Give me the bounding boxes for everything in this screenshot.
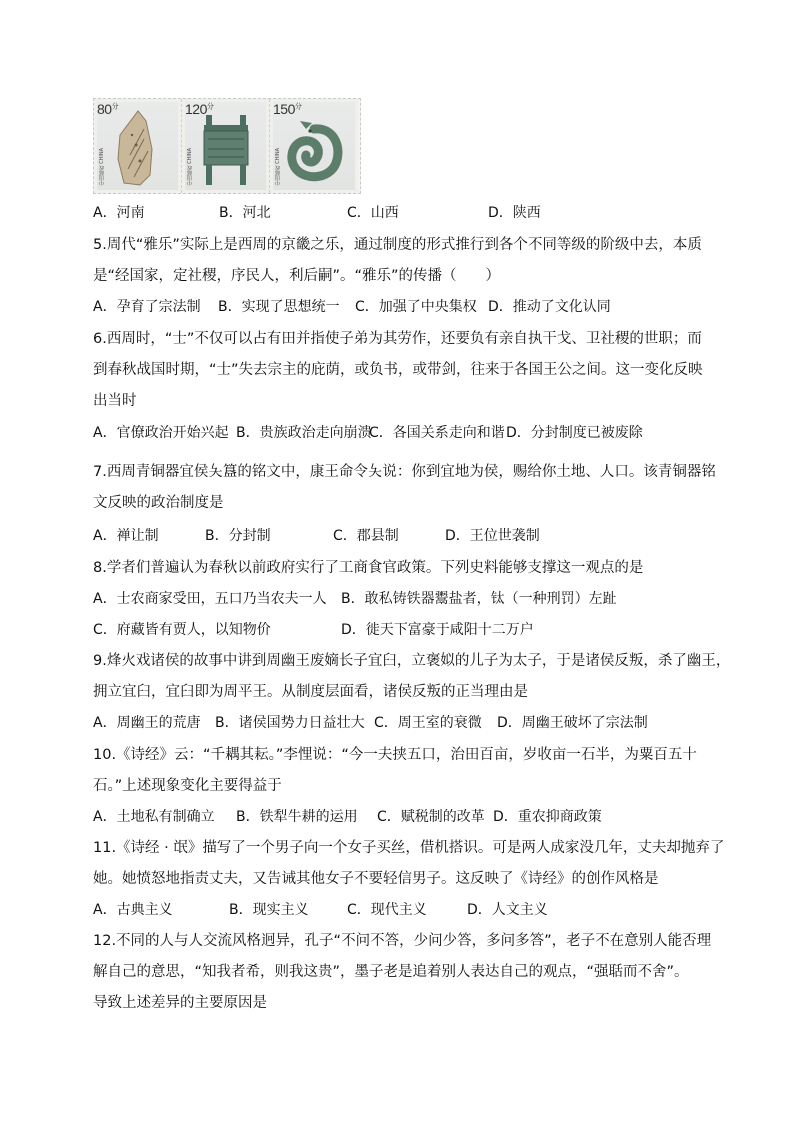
stamp-1-value: 80 <box>97 101 112 117</box>
q11-option-d[interactable]: D．人文主义 <box>467 902 548 918</box>
q7-option-a[interactable]: A．禅让制 <box>93 528 159 544</box>
q5-stem-line-1: 5.周代“雅乐”实际上是西周的京畿之乐，通过制度的形式推行到各个不同等级的阶级中去，本质 <box>93 237 702 253</box>
q7-option-c[interactable]: C．郡县制 <box>333 528 399 544</box>
q8-option-d[interactable]: D．徙天下富豪于咸阳十二万户 <box>341 622 534 638</box>
stamp-1-country: 中国邮政 CHINA <box>99 147 105 185</box>
q9-option-a[interactable]: A．周幽王的荒唐 <box>93 715 201 731</box>
q12-stem-line-3: 导致上述差异的主要原因是 <box>93 995 267 1011</box>
q10-stem-line-1: 10.《诗经》云：“千耦其耘。”李悝说：“今一夫挟五口，治田百亩，岁收亩一石半，为粟百五十 <box>93 747 697 763</box>
stamp-jade-dragon <box>270 99 358 193</box>
q12-stem-line-1: 12.不同的人与人交流风格迥异，孔子“不问不答，少问少答，多问多答”，老子不在意别人能否理 <box>93 933 712 949</box>
q10-option-c[interactable]: C．赋税制的改革 <box>377 809 485 825</box>
q10-option-a[interactable]: A．土地私有制确立 <box>93 809 215 825</box>
q6-option-d[interactable]: D．分封制度已被废除 <box>506 425 643 441</box>
stamp-2-unit: 分 <box>206 103 214 111</box>
q9-option-c[interactable]: C．周王室的衰微 <box>374 715 482 731</box>
q7-stem-line-2: 文反映的政治制度是 <box>93 495 224 511</box>
q11-option-c[interactable]: C．现代主义 <box>347 902 427 918</box>
stamp-2-value: 120 <box>185 101 207 117</box>
q10-option-b[interactable]: B．铁犁牛耕的运用 <box>236 809 358 825</box>
stamp-bronze-ding <box>182 99 270 193</box>
q9-stem-line-1: 9.烽火戏诸侯的故事中讲到周幽王废嫡长子宜臼，立褒姒的儿子为太子，于是诸侯反叛，杀了幽王， <box>93 653 731 669</box>
q7-stem-line-1: 7.西周青铜器宜侯夨簋的铭文中，康王命令夨说：你到宜地为侯，赐给你土地、人口。该青铜器铭 <box>93 464 716 480</box>
q11-stem-line-2: 她。她愤怒地指责丈夫，又告诫其他女子不要轻信男子。这反映了《诗经》的创作风格是 <box>93 871 659 887</box>
q10-option-d[interactable]: D．重农抑商政策 <box>493 809 602 825</box>
q5-option-a[interactable]: A．孕育了宗法制 <box>93 299 201 315</box>
q9-option-d[interactable]: D．周幽王破坏了宗法制 <box>497 715 648 731</box>
q9-stem-line-2: 拥立宜臼，宜臼即为周平王。从制度层面看，诸侯反叛的正当理由是 <box>93 684 528 700</box>
q4-option-d[interactable]: D．陕西 <box>488 205 541 221</box>
q4-option-c[interactable]: C．山西 <box>347 205 399 221</box>
q5-option-b[interactable]: B．实现了思想统一 <box>218 299 340 315</box>
q8-option-c[interactable]: C．府藏皆有贾人，以知物价 <box>93 622 271 638</box>
q6-stem-line-3: 出当时 <box>93 393 137 409</box>
q10-stem-line-2: 石。”上述现象变化主要得益于 <box>93 778 282 794</box>
q5-option-c[interactable]: C．加强了中央集权 <box>355 299 477 315</box>
q6-option-b[interactable]: B．贵族政治走向崩溃 <box>236 425 372 441</box>
q11-option-b[interactable]: B．现实主义 <box>229 902 309 918</box>
q6-option-a[interactable]: A．官僚政治开始兴起 <box>93 425 229 441</box>
q11-stem-line-1: 11.《诗经 · 氓》描写了一个男子向一个女子买丝，借机搭识。可是两人成家没几年，丈夫却抛弃了 <box>93 840 725 856</box>
q8-stem-line-1: 8.学者们普遍认为春秋以前政府实行了工商食官政策。下列史料能够支撑这一观点的是 <box>93 560 644 576</box>
q5-stem-line-2: 是“经国家，定社稷，序民人，利后嗣”。“雅乐”的传播（ ） <box>93 268 501 284</box>
q4-option-a[interactable]: A．河南 <box>93 205 145 221</box>
q7-option-b[interactable]: B．分封制 <box>205 528 271 544</box>
stamp-oracle-bone <box>94 99 182 193</box>
stamp-3-country: 中国邮政 CHINA <box>275 147 281 185</box>
q9-option-b[interactable]: B．诸侯国势力日益壮大 <box>215 715 365 731</box>
stamp-3-unit: 分 <box>294 103 302 111</box>
q6-stem-line-1: 6.西周时，“士”不仅可以占有田并指使子弟为其劳作，还要负有亲自执干戈、卫社稷的世职；而 <box>93 331 702 347</box>
stamp-strip-image <box>93 98 361 194</box>
q5-option-d[interactable]: D．推动了文化认同 <box>488 299 611 315</box>
stamp-1-unit: 分 <box>111 103 119 111</box>
q7-option-d[interactable]: D．王位世袭制 <box>445 528 540 544</box>
q8-option-a[interactable]: A．士农商家受田，五口乃当农夫一人 <box>93 591 327 607</box>
q6-option-c[interactable]: C．各国关系走向和谐 <box>369 425 505 441</box>
stamp-3-value: 150 <box>273 101 295 117</box>
q11-option-a[interactable]: A．古典主义 <box>93 902 173 918</box>
q8-option-b[interactable]: B．敢私铸铁器鬻盐者，钛（一种刑罚）左趾 <box>341 591 617 607</box>
stamp-2-country: 中国邮政 CHINA <box>187 147 193 185</box>
q4-option-b[interactable]: B．河北 <box>219 205 271 221</box>
q12-stem-line-2: 解自己的意思，“知我者希，则我这贵”，墨子老是追着别人表达自己的观点，“强聒而不舍”。 <box>93 964 689 980</box>
q6-stem-line-2: 到春秋战国时期，“士”失去宗主的庇荫，或负书，或带剑，往来于各国王公之间。这一变化反映 <box>93 362 703 378</box>
